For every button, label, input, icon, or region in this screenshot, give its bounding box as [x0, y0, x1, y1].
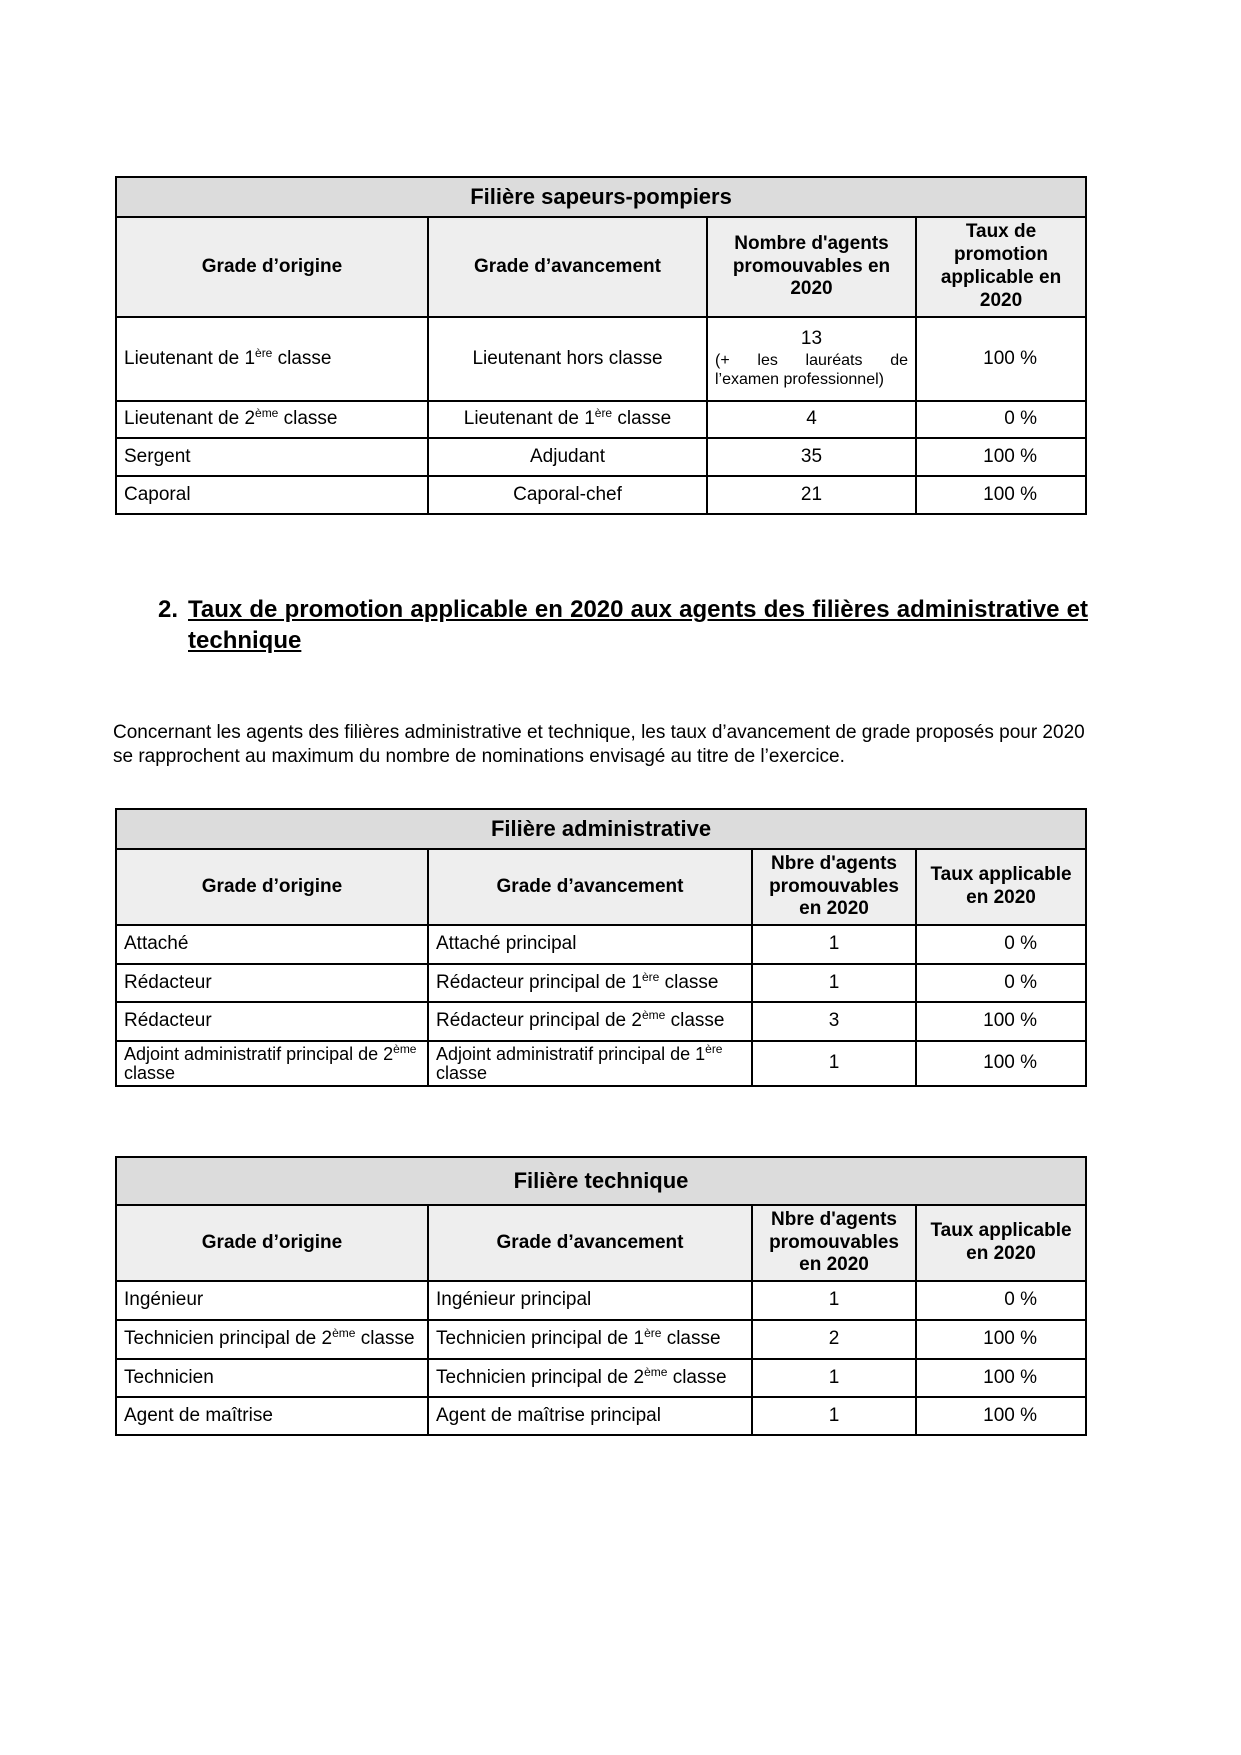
cell-sup: ème [255, 406, 279, 421]
table-title: Filière administrative [116, 809, 1086, 849]
cell-nombre: 1 [752, 964, 916, 1002]
cell-avancement: Lieutenant hors classe [428, 317, 707, 401]
cell-origine: Sergent [116, 438, 428, 476]
cell-nombre [707, 317, 916, 401]
cell-sup: ère [705, 1041, 723, 1056]
cell-taux: 0 % [916, 964, 1086, 1002]
cell-sup: ère [255, 345, 273, 360]
col-header-origine: Grade d’origine [116, 217, 428, 317]
col-header-taux: Taux de promotion applicable en 2020 [916, 217, 1086, 317]
cell-text: Technicien principal de 1 [436, 1328, 645, 1350]
cell-nombre: 35 [707, 438, 916, 476]
table-row [116, 317, 1086, 401]
cell-taux: 100 % [916, 1002, 1086, 1041]
cell-text-suffix: classe [659, 971, 719, 993]
cell-avancement: Attaché principal [428, 925, 752, 964]
table-title: Filière technique [116, 1157, 1086, 1205]
cell-avancement [428, 401, 707, 438]
cell-text: Lieutenant de 1 [463, 408, 595, 430]
col-header-origine: Grade d’origine [116, 849, 428, 925]
section-heading [158, 594, 1088, 656]
cell-sup: ème [393, 1041, 417, 1056]
cell-text-suffix: classe [665, 1010, 725, 1032]
cell-text-suffix: classe [667, 1366, 727, 1388]
col-header-taux: Taux applicable en 2020 [916, 849, 1086, 925]
cell-text-suffix: classe [272, 347, 332, 369]
cell-taux: 100 % [916, 1359, 1086, 1397]
table-administrative [115, 808, 1087, 1087]
cell-origine: Rédacteur [116, 964, 428, 1002]
cell-text-suffix: classe [278, 408, 338, 430]
cell-nombre: 21 [707, 476, 916, 514]
col-header-taux: Taux applicable en 2020 [916, 1205, 1086, 1281]
cell-origine [116, 317, 428, 401]
cell-text: Lieutenant de 2 [124, 408, 256, 430]
table-title: Filière sapeurs-pompiers [116, 177, 1086, 217]
cell-taux: 100 % [916, 476, 1086, 514]
cell-text: Adjoint administratif principal de 1 [436, 1043, 706, 1064]
section-number: 2. [158, 596, 179, 623]
cell-text: 13 [800, 328, 823, 350]
cell-text-suffix: classe [661, 1328, 721, 1350]
cell-avancement: Ingénieur principal [428, 1281, 752, 1320]
cell-nombre: 1 [752, 1281, 916, 1320]
section-title: Taux de promotion applicable en 2020 aux agents des filières administrative et technique [188, 596, 1088, 654]
cell-nombre: 4 [707, 401, 916, 438]
table-sapeurs-pompiers [115, 176, 1087, 515]
cell-text: Rédacteur principal de 2 [436, 1010, 642, 1032]
cell-origine [116, 401, 428, 438]
cell-avancement: Adjudant [428, 438, 707, 476]
cell-origine: Technicien [116, 1359, 428, 1397]
cell-sup: ème [641, 1008, 666, 1023]
cell-avancement [428, 964, 752, 1002]
cell-nombre: 3 [752, 1002, 916, 1041]
cell-nombre: 1 [752, 1397, 916, 1435]
cell-avancement [428, 1359, 752, 1397]
cell-origine [116, 1041, 428, 1086]
table-row [116, 925, 1086, 964]
col-header-avancement: Grade d’avancement [428, 217, 707, 317]
cell-taux: 100 % [916, 317, 1086, 401]
cell-avancement [428, 1002, 752, 1041]
cell-text-suffix: classe [124, 1062, 176, 1083]
cell-avancement [428, 1041, 752, 1086]
cell-avancement: Caporal-chef [428, 476, 707, 514]
cell-note: l’examen professionnel) [715, 371, 884, 389]
col-header-origine: Grade d’origine [116, 1205, 428, 1281]
table-row [116, 1281, 1086, 1320]
cell-nombre: 1 [752, 1041, 916, 1086]
cell-nombre: 2 [752, 1320, 916, 1359]
cell-text: Technicien principal de 2 [436, 1366, 645, 1388]
intro-paragraph: Concernant les agents des filières administrative et technique, les taux d’avancement de grade proposés pour 2020 se rapprochent au maximum du nombre de nominations envisagé au titre de l’exercice. [113, 722, 1085, 767]
cell-taux: 100 % [916, 1041, 1086, 1086]
cell-origine: Rédacteur [116, 1002, 428, 1041]
cell-avancement: Agent de maîtrise principal [428, 1397, 752, 1435]
cell-sup: ère [644, 1326, 662, 1341]
col-header-nombre: Nombre d'agents promouvables en 2020 [707, 217, 916, 317]
cell-nombre: 1 [752, 925, 916, 964]
table-row [116, 1359, 1086, 1397]
col-header-avancement: Grade d’avancement [428, 1205, 752, 1281]
cell-origine: Caporal [116, 476, 428, 514]
cell-origine [116, 1320, 428, 1359]
cell-sup: ère [594, 406, 613, 421]
cell-taux: 0 % [916, 1281, 1086, 1320]
cell-origine: Ingénieur [116, 1281, 428, 1320]
table-row [116, 1320, 1086, 1359]
cell-taux: 100 % [916, 1320, 1086, 1359]
cell-sup: ème [332, 1326, 356, 1341]
cell-text: Technicien principal de 2 [124, 1328, 333, 1350]
table-row [116, 1041, 1086, 1086]
cell-sup: ème [644, 1364, 668, 1379]
table-row [116, 1002, 1086, 1041]
cell-taux: 100 % [916, 1397, 1086, 1435]
cell-avancement [428, 1320, 752, 1359]
cell-taux: 0 % [916, 401, 1086, 438]
cell-text: Lieutenant de 1 [124, 347, 256, 369]
col-header-nombre: Nbre d'agents promouvables en 2020 [752, 849, 916, 925]
table-technique [115, 1156, 1087, 1436]
cell-note: (+ les lauréats de [715, 352, 908, 370]
table-row [116, 401, 1086, 438]
cell-taux: 100 % [916, 438, 1086, 476]
cell-sup: ère [641, 969, 660, 984]
cell-taux: 0 % [916, 925, 1086, 964]
cell-text: Rédacteur principal de 1 [436, 971, 642, 993]
col-header-avancement: Grade d’avancement [428, 849, 752, 925]
table-row [116, 476, 1086, 514]
table-row [116, 1397, 1086, 1435]
cell-text: Adjoint administratif principal de 2 [124, 1043, 394, 1064]
cell-text-suffix: classe [612, 408, 672, 430]
cell-text-suffix: classe [355, 1328, 415, 1350]
col-header-nombre: Nbre d'agents promouvables en 2020 [752, 1205, 916, 1281]
cell-nombre: 1 [752, 1359, 916, 1397]
cell-origine: Attaché [116, 925, 428, 964]
table-row [116, 438, 1086, 476]
cell-origine: Agent de maîtrise [116, 1397, 428, 1435]
table-row [116, 964, 1086, 1002]
cell-text-suffix: classe [436, 1062, 488, 1083]
